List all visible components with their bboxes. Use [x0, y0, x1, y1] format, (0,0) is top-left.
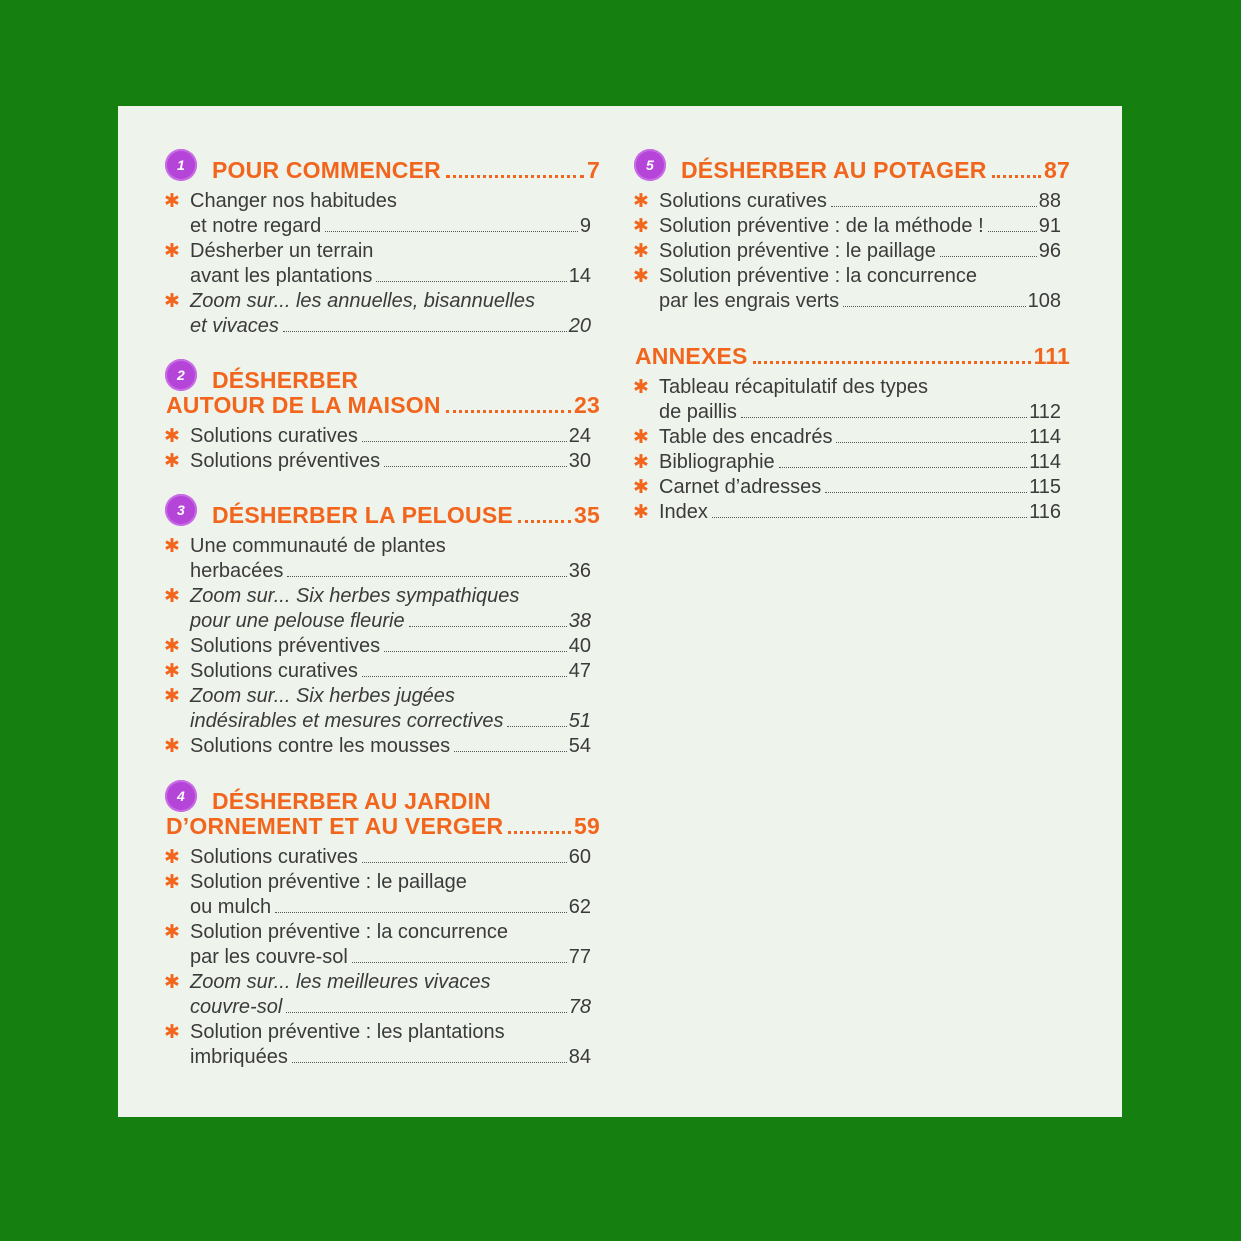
entry-line — [190, 659, 591, 684]
toc-entry[interactable] — [166, 449, 600, 474]
entry-text: Changer nos habitudes — [190, 190, 397, 212]
toc-entry[interactable] — [635, 425, 1070, 450]
toc-section — [635, 344, 1070, 525]
entry-text: ou mulch — [190, 896, 272, 918]
entry-page-number: 14 — [568, 265, 591, 287]
section-entries — [166, 534, 600, 759]
toc-entry[interactable] — [166, 534, 600, 584]
dot-leader — [409, 626, 567, 627]
toc-entry[interactable] — [166, 634, 600, 659]
entry-line — [190, 239, 591, 264]
section-title-text: ANNEXES — [635, 343, 748, 369]
section-page-number: 59 — [574, 813, 600, 839]
dot-leader — [940, 256, 1037, 257]
asterisk-bullet-icon: ✱ — [164, 736, 180, 757]
section-number-badge: 4 — [165, 780, 197, 812]
entry-page-number: 47 — [568, 660, 591, 682]
entry-line — [190, 709, 591, 734]
toc-entry[interactable] — [166, 189, 600, 239]
asterisk-bullet-icon: ✱ — [164, 686, 180, 707]
toc-entry[interactable] — [166, 920, 600, 970]
entry-text: Bibliographie — [659, 451, 775, 473]
toc-entry[interactable] — [635, 189, 1070, 214]
entry-text: Solutions préventives — [190, 450, 381, 472]
dot-leader — [508, 831, 571, 834]
dot-leader — [825, 492, 1027, 493]
entry-text: imbriquées — [190, 1046, 288, 1068]
entry-text: pour une pelouse fleurie — [190, 610, 405, 632]
dot-leader — [384, 651, 567, 652]
entry-line — [659, 400, 1061, 425]
asterisk-bullet-icon: ✱ — [633, 427, 649, 448]
section-number-badge: 3 — [165, 494, 197, 526]
entry-page-number: 91 — [1038, 215, 1061, 237]
entry-text: Solution préventive : de la méthode ! — [659, 215, 984, 237]
toc-section — [166, 789, 600, 1070]
toc-entry[interactable] — [635, 450, 1070, 475]
entry-page-number: 38 — [568, 610, 591, 632]
entry-line — [190, 1045, 591, 1070]
entry-page-number: 96 — [1038, 240, 1061, 262]
dot-leader — [779, 467, 1027, 468]
dot-leader — [454, 751, 567, 752]
entry-page-number: 115 — [1029, 476, 1061, 498]
entry-page-number: 62 — [568, 896, 591, 918]
entry-page-number: 60 — [568, 846, 591, 868]
asterisk-bullet-icon: ✱ — [164, 636, 180, 657]
entry-line — [659, 375, 1061, 400]
entry-line — [190, 314, 591, 339]
toc-entry[interactable] — [635, 239, 1070, 264]
dot-leader — [446, 410, 571, 413]
dot-leader — [275, 912, 567, 913]
asterisk-bullet-icon: ✱ — [164, 872, 180, 893]
section-number-badge: 5 — [634, 149, 666, 181]
toc-entry[interactable] — [166, 424, 600, 449]
toc-entry[interactable] — [635, 214, 1070, 239]
entry-line — [190, 634, 591, 659]
section-title-line — [166, 158, 600, 183]
dot-leader — [362, 441, 567, 442]
entry-line — [659, 264, 1061, 289]
dot-leader — [384, 466, 567, 467]
entry-text: avant les plantations — [190, 265, 373, 287]
section-heading[interactable] — [166, 503, 600, 528]
asterisk-bullet-icon: ✱ — [164, 191, 180, 212]
entry-text: Tableau récapitulatif des types — [659, 376, 929, 398]
entry-page-number: 30 — [568, 450, 591, 472]
entry-line — [190, 424, 591, 449]
entry-line — [190, 214, 591, 239]
toc-entry[interactable] — [166, 970, 600, 1020]
toc-entry[interactable] — [166, 584, 600, 634]
entry-page-number: 77 — [568, 946, 591, 968]
entry-text: de paillis — [659, 401, 737, 423]
section-page-number: 87 — [1044, 157, 1070, 183]
asterisk-bullet-icon: ✱ — [164, 536, 180, 557]
toc-entry[interactable] — [635, 264, 1070, 314]
section-heading[interactable] — [166, 368, 600, 418]
entry-text: couvre-sol — [190, 996, 283, 1018]
section-title-line — [166, 814, 600, 839]
toc-entry[interactable] — [166, 684, 600, 734]
asterisk-bullet-icon: ✱ — [164, 241, 180, 262]
toc-entry[interactable] — [166, 289, 600, 339]
toc-entry[interactable] — [166, 659, 600, 684]
asterisk-bullet-icon: ✱ — [164, 451, 180, 472]
entry-line — [659, 189, 1061, 214]
entry-line — [190, 920, 591, 945]
entry-text: par les engrais verts — [659, 290, 840, 312]
entry-page-number: 78 — [568, 996, 591, 1018]
entry-text: herbacées — [190, 560, 284, 582]
toc-entry[interactable] — [166, 1020, 600, 1070]
entry-page-number: 20 — [568, 315, 591, 337]
entry-text: Solutions contre les mousses — [190, 735, 451, 757]
entry-text: Solutions curatives — [659, 190, 827, 212]
dot-leader — [741, 417, 1027, 418]
toc-entry[interactable] — [166, 734, 600, 759]
asterisk-bullet-icon: ✱ — [633, 377, 649, 398]
entry-text: Solution préventive : le paillage — [659, 240, 936, 262]
section-entries — [635, 189, 1070, 314]
entry-text: Une communauté de plantes — [190, 535, 446, 557]
entry-text: Solution préventive : le paillage — [190, 871, 467, 893]
dot-leader — [992, 175, 1041, 178]
entry-page-number: 9 — [579, 215, 591, 237]
entry-text: Solution préventive : les plantations — [190, 1021, 505, 1043]
entry-line — [190, 189, 591, 214]
dot-leader — [753, 361, 1031, 364]
entry-text: Solutions curatives — [190, 846, 358, 868]
entry-page-number: 112 — [1029, 401, 1061, 423]
entry-line — [190, 449, 591, 474]
entry-line — [190, 289, 591, 314]
entry-text: Solutions curatives — [190, 660, 358, 682]
entry-page-number: 108 — [1027, 290, 1061, 312]
entry-page-number: 116 — [1029, 501, 1061, 523]
toc-section — [635, 158, 1070, 314]
asterisk-bullet-icon: ✱ — [633, 266, 649, 287]
toc-entry[interactable] — [166, 845, 600, 870]
section-page-number: 23 — [574, 392, 600, 418]
entry-page-number: 84 — [568, 1046, 591, 1068]
entry-line — [659, 289, 1061, 314]
entry-text: et notre regard — [190, 215, 322, 237]
entry-text: Zoom sur... les annuelles, bisannuelles — [190, 290, 535, 312]
asterisk-bullet-icon: ✱ — [633, 502, 649, 523]
entry-line — [190, 895, 591, 920]
entry-line — [190, 264, 591, 289]
toc-entry[interactable] — [166, 870, 600, 920]
entry-page-number: 88 — [1038, 190, 1061, 212]
toc-section — [166, 368, 600, 474]
section-number-badge: 1 — [165, 149, 197, 181]
entry-line — [190, 684, 591, 709]
entry-text: indésirables et mesures correctives — [190, 710, 504, 732]
section-page-number: 111 — [1033, 343, 1070, 369]
entry-line — [659, 475, 1061, 500]
section-entries — [166, 845, 600, 1070]
section-title-line — [166, 789, 600, 814]
entry-page-number: 114 — [1029, 426, 1061, 448]
section-title-text: DÉSHERBER — [212, 367, 359, 393]
entry-line — [659, 425, 1061, 450]
entry-text: Zoom sur... les meilleures vivaces — [190, 971, 491, 993]
entry-text: et vivaces — [190, 315, 279, 337]
asterisk-bullet-icon: ✱ — [633, 216, 649, 237]
asterisk-bullet-icon: ✱ — [164, 922, 180, 943]
asterisk-bullet-icon: ✱ — [633, 477, 649, 498]
entry-line — [190, 970, 591, 995]
dot-leader — [362, 862, 567, 863]
toc-section — [166, 503, 600, 759]
entry-page-number: 51 — [568, 710, 591, 732]
entry-line — [190, 995, 591, 1020]
entry-text: Désherber un terrain — [190, 240, 374, 262]
section-heading[interactable] — [635, 344, 1070, 369]
dot-leader — [362, 676, 567, 677]
dot-leader — [843, 306, 1026, 307]
dot-leader — [376, 281, 566, 282]
entry-text: Table des encadrés — [659, 426, 833, 448]
dot-leader — [507, 726, 566, 727]
asterisk-bullet-icon: ✱ — [164, 1022, 180, 1043]
section-heading[interactable] — [635, 158, 1070, 183]
entry-page-number: 24 — [568, 425, 591, 447]
dot-leader — [292, 1062, 567, 1063]
toc-entry[interactable] — [635, 375, 1070, 425]
entry-page-number: 54 — [568, 735, 591, 757]
entry-line — [190, 1020, 591, 1045]
section-title-text: DÉSHERBER AU JARDIN — [212, 788, 491, 814]
entry-line — [659, 500, 1061, 525]
entry-page-number: 40 — [568, 635, 591, 657]
entry-text: Index — [659, 501, 708, 523]
section-title-line — [635, 344, 1070, 369]
dot-leader — [988, 231, 1037, 232]
section-entries — [166, 424, 600, 474]
asterisk-bullet-icon: ✱ — [633, 452, 649, 473]
entry-text: Solutions curatives — [190, 425, 358, 447]
toc-section — [166, 158, 600, 339]
asterisk-bullet-icon: ✱ — [164, 426, 180, 447]
section-title-line — [635, 158, 1070, 183]
entry-text: Zoom sur... Six herbes jugées — [190, 685, 455, 707]
entry-page-number: 114 — [1029, 451, 1061, 473]
entry-line — [190, 845, 591, 870]
entry-line — [190, 609, 591, 634]
section-title-text: DÉSHERBER LA PELOUSE — [212, 502, 513, 528]
dot-leader — [286, 1012, 566, 1013]
entry-text: par les couvre-sol — [190, 946, 348, 968]
entry-line — [659, 214, 1061, 239]
dot-leader — [287, 576, 566, 577]
section-title-line — [166, 393, 600, 418]
entry-text: Zoom sur... Six herbes sympathiques — [190, 585, 520, 607]
dot-leader — [325, 231, 578, 232]
entry-line — [659, 450, 1061, 475]
entry-text: Solution préventive : la concurrence — [190, 921, 508, 943]
entry-line — [190, 559, 591, 584]
asterisk-bullet-icon: ✱ — [633, 241, 649, 262]
asterisk-bullet-icon: ✱ — [633, 191, 649, 212]
entry-line — [190, 584, 591, 609]
dot-leader — [831, 206, 1037, 207]
section-title-text: DÉSHERBER AU POTAGER — [681, 157, 987, 183]
toc-entry[interactable] — [635, 500, 1070, 525]
dot-leader — [712, 517, 1027, 518]
dot-leader — [518, 520, 571, 523]
section-page-number: 35 — [574, 502, 600, 528]
entry-line — [190, 945, 591, 970]
section-title-text: AUTOUR DE LA MAISON — [166, 392, 441, 418]
entry-line — [190, 870, 591, 895]
dot-leader — [283, 331, 567, 332]
section-title-text: D’ORNEMENT ET AU VERGER — [166, 813, 504, 839]
entry-text: Carnet d’adresses — [659, 476, 822, 498]
dot-leader — [446, 175, 584, 178]
asterisk-bullet-icon: ✱ — [164, 586, 180, 607]
asterisk-bullet-icon: ✱ — [164, 847, 180, 868]
section-title-text: POUR COMMENCER — [212, 157, 441, 183]
entry-line — [190, 534, 591, 559]
section-entries — [166, 189, 600, 339]
entry-text: Solutions préventives — [190, 635, 381, 657]
section-heading[interactable] — [166, 789, 600, 839]
entry-text: Solution préventive : la concurrence — [659, 265, 977, 287]
dot-leader — [352, 962, 567, 963]
section-page-number: 7 — [587, 157, 600, 183]
section-heading[interactable] — [166, 158, 600, 183]
section-title-line — [166, 503, 600, 528]
entry-line — [659, 239, 1061, 264]
toc-entry[interactable] — [635, 475, 1070, 500]
asterisk-bullet-icon: ✱ — [164, 661, 180, 682]
dot-leader — [836, 442, 1027, 443]
toc-page — [118, 106, 1122, 1117]
section-title-line — [166, 368, 600, 393]
toc-entry[interactable] — [166, 239, 600, 289]
entry-page-number: 36 — [568, 560, 591, 582]
section-number-badge: 2 — [165, 359, 197, 391]
asterisk-bullet-icon: ✱ — [164, 291, 180, 312]
entry-line — [190, 734, 591, 759]
section-entries — [635, 375, 1070, 525]
asterisk-bullet-icon: ✱ — [164, 972, 180, 993]
